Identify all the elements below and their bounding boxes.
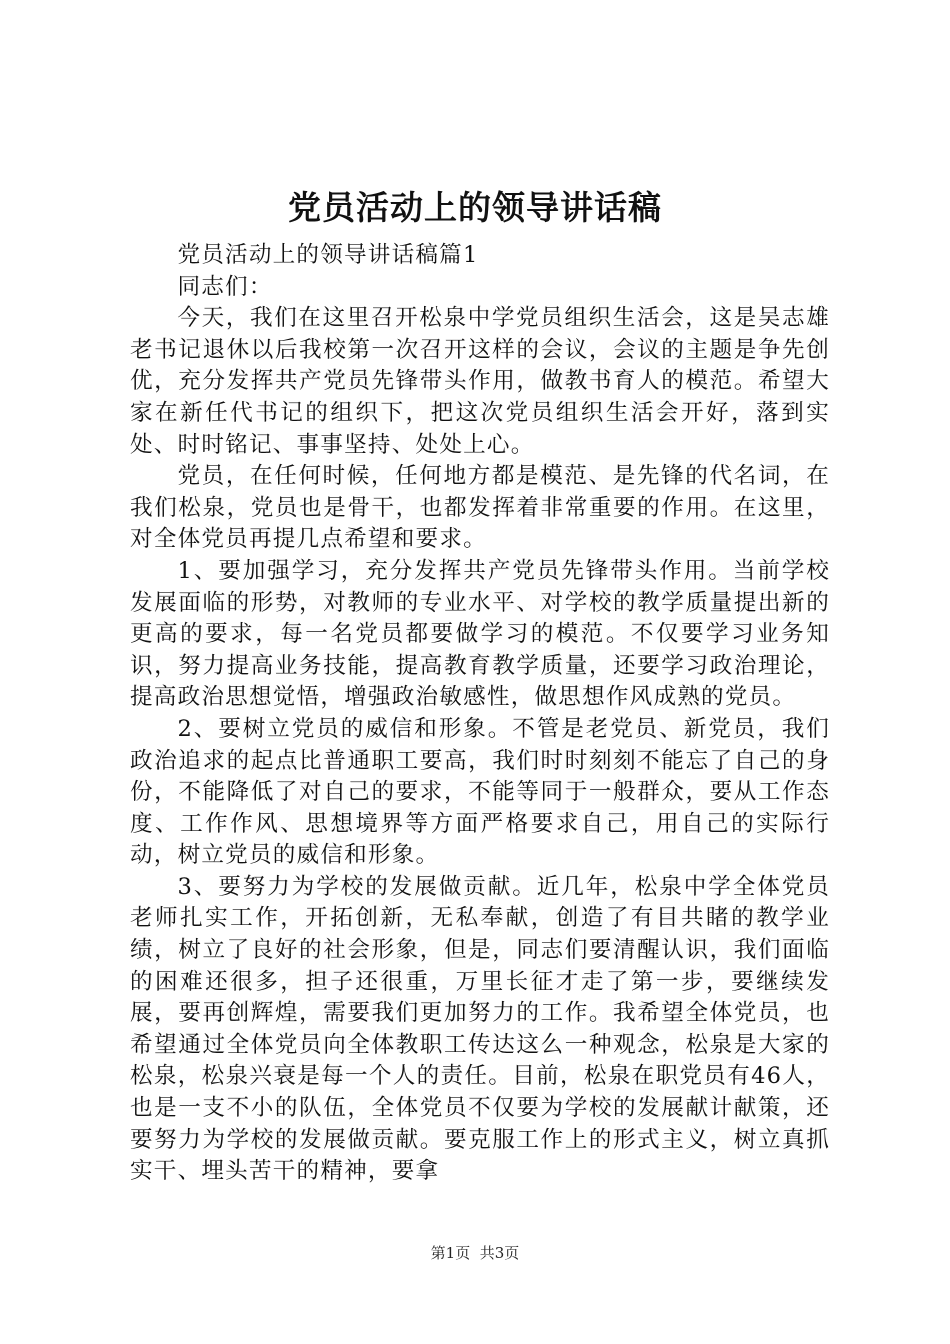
document-body (130, 240, 830, 1188)
page-number: 第1页 (430, 1244, 471, 1262)
document-title: 党员活动上的领导讲话稿 (288, 188, 662, 227)
page-footer (0, 1243, 950, 1263)
page-total: 共3页 (479, 1244, 520, 1262)
salutation-paragraph: 同志们： (177, 273, 273, 300)
subtitle-paragraph: 党员活动上的领导讲话稿篇1 (177, 242, 479, 268)
body-paragraph: 3、要努力为学校的发展做贡献。近几年，松泉中学全体党员老师扎实工作，开拓创新，无私奉献，创造了有目共睹的教学业绩，树立了良好的社会形象，但是，同志们要清醒认识，我们面临的困难还很多，担子还很重，万里长征才走了第一步，要继续发展，要再创辉煌，需要我们更加努力的工作。我希望全体党员，也希望通过全体党员向全体教职工传达这么一种观念，松泉是大家的松泉，松泉兴衰是每一个人的责任。目前，松泉在职党员有46人，也是一支不小的队伍，全体党员不仅要为学校的发展献计献策，还要努力为学校的发展做贡献。要克服工作上的形式主义，树立真抓实干、埋头苦干的精神，要拿 (130, 873, 830, 1185)
body-paragraph: 今天，我们在这里召开松泉中学党员组织生活会，这是吴志雄老书记退休以后我校第一次召开这样的会议，会议的主题是争先创优，充分发挥共产党员先锋带头作用，做教书育人的模范。希望大家在新任代书记的组织下，把这次党员组织生活会开好，落到实处、时时铭记、事事坚持、处处上心。 (130, 305, 830, 458)
body-paragraph: 1、要加强学习，充分发挥共产党员先锋带头作用。当前学校发展面临的形势，对教师的专业水平、对学校的教学质量提出新的更高的要求，每一名党员都要做学习的模范。不仅要学习业务知识，努力提高业务技能，提高教育教学质量，还要学习政治理论，提高政治思想觉悟，增强政治敏感性，做思想作风成熟的党员。 (130, 557, 830, 711)
body-paragraph: 2、要树立党员的威信和形象。不管是老党员、新党员，我们政治追求的起点比普通职工要高，我们时时刻刻不能忘了自己的身份，不能降低了对自己的要求，不能等同于一般群众，要从工作态度、工作作风、思想境界等方面严格要求自己，用自己的实际行动，树立党员的威信和形象。 (130, 715, 830, 869)
body-paragraph: 党员，在任何时候，任何地方都是模范、是先锋的代名词，在我们松泉，党员也是骨干，也都发挥着非常重要的作用。在这里，对全体党员再提几点希望和要求。 (130, 463, 830, 553)
